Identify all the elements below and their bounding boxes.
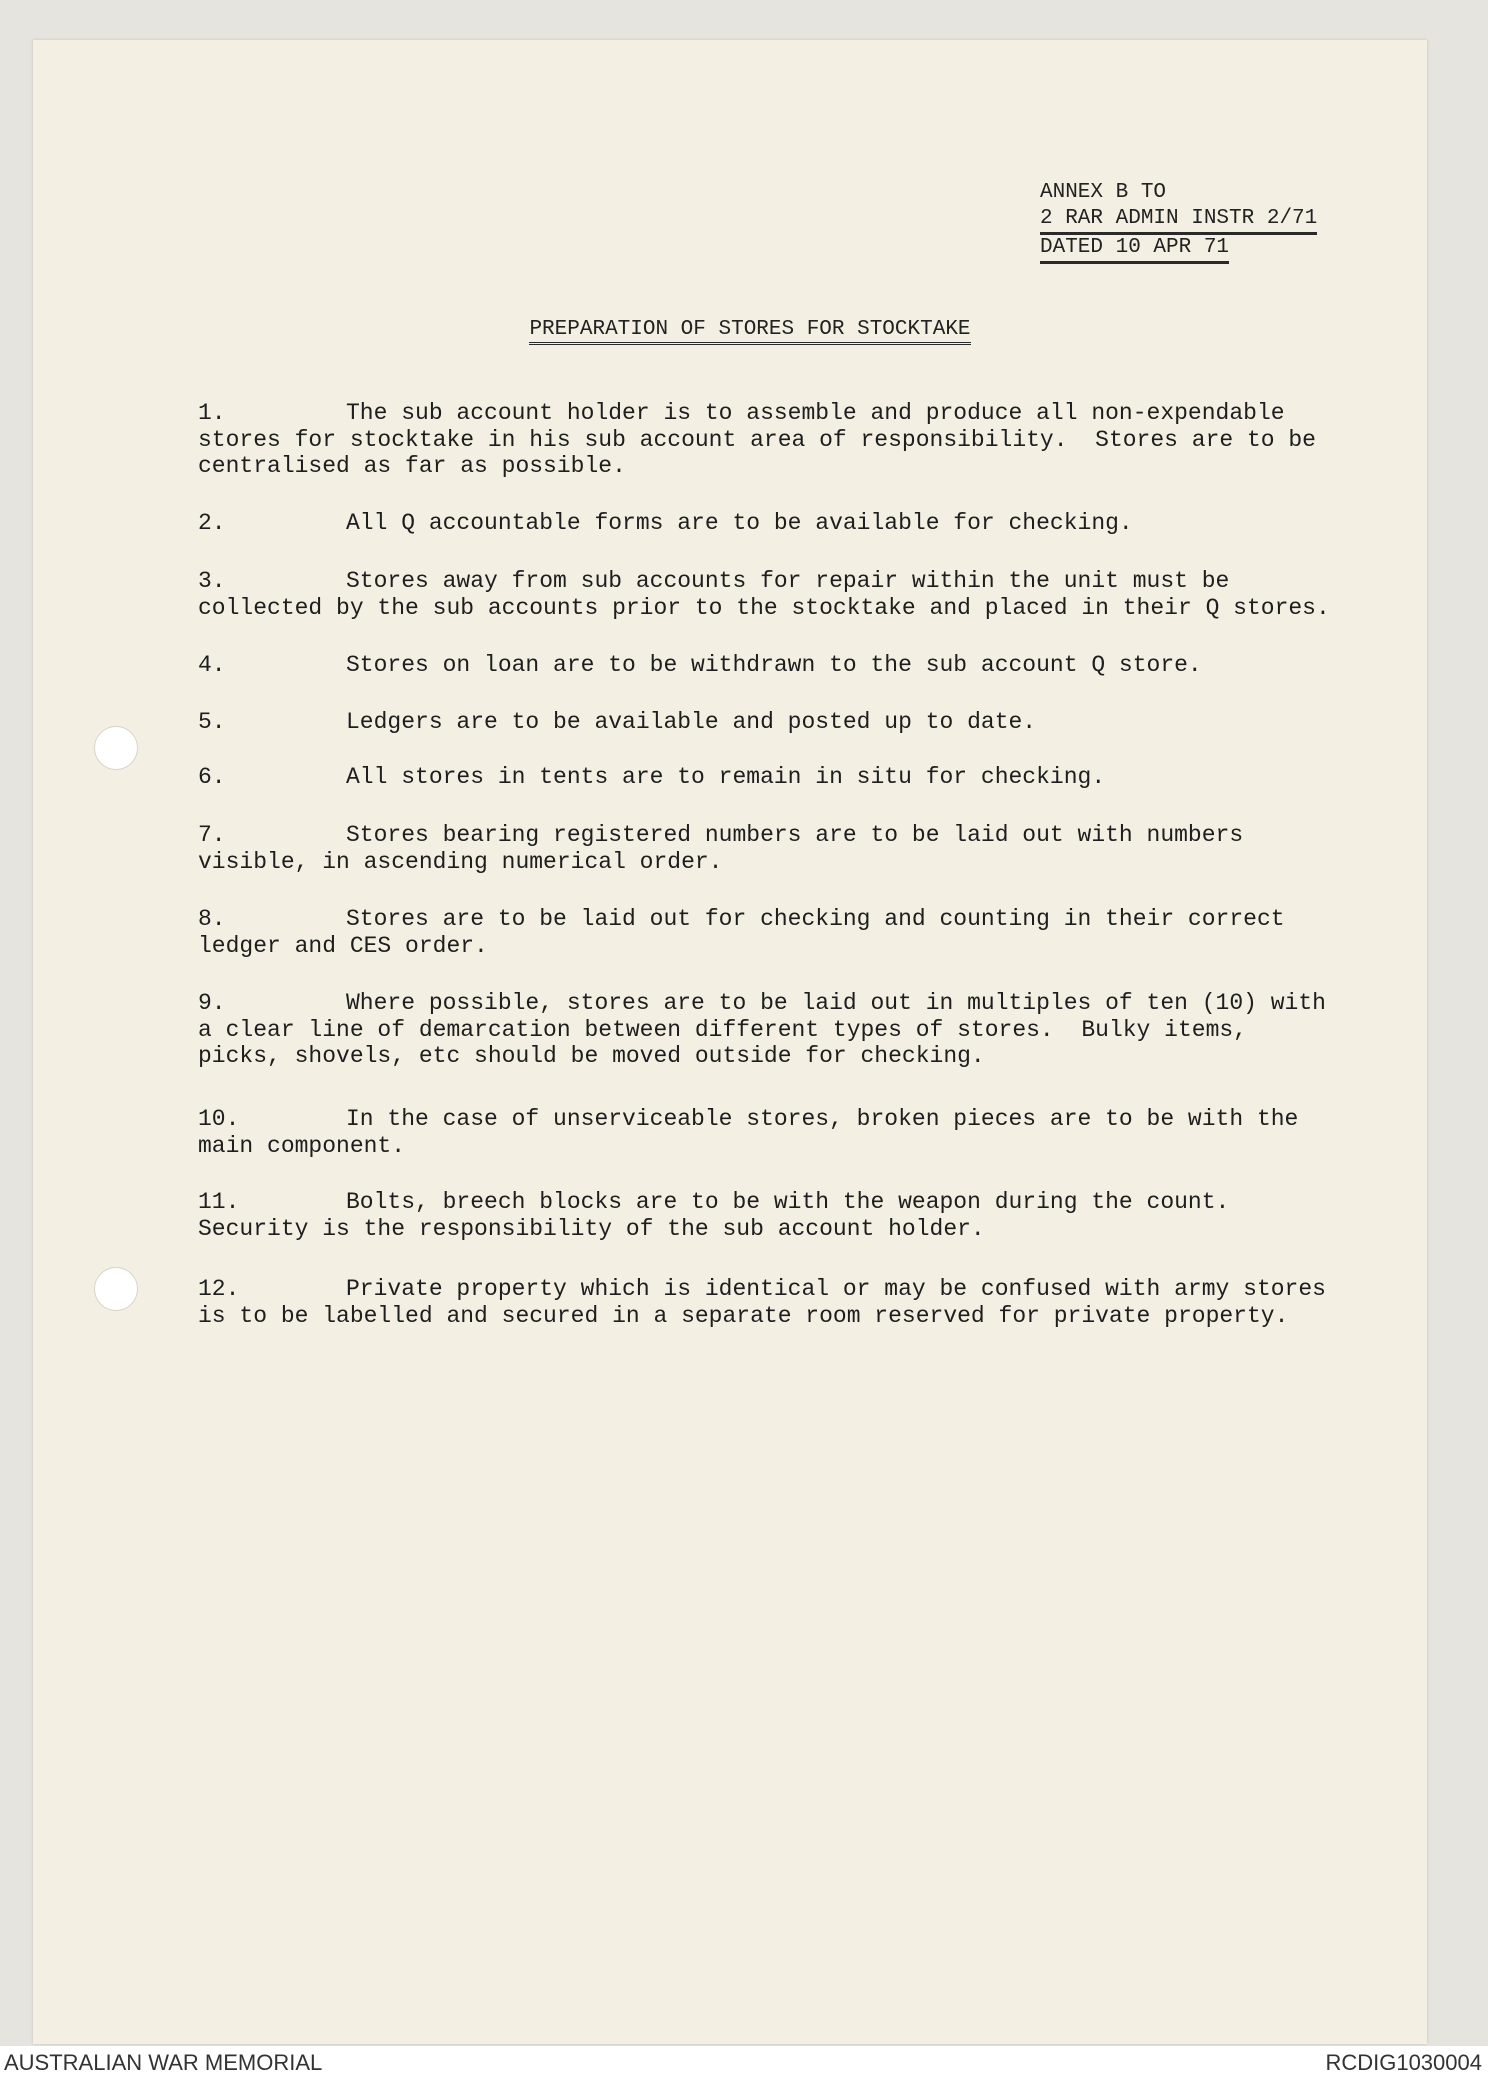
reference-line-2: 2 RAR ADMIN INSTR 2/71 — [1040, 206, 1317, 235]
paragraph — [198, 510, 1338, 537]
paragraph-text: Bolts, breech blocks are to be with the weapon during the count. Security is the responsibility of the sub account holder. — [198, 1189, 1244, 1242]
reference-line-3: DATED 10 APR 71 — [1040, 235, 1229, 264]
paragraph-number: 11. — [198, 1189, 240, 1215]
paragraph-text: The sub account holder is to assemble and produce all non-expendable stores for stocktake in his sub account area of responsibility. Stores are to be centralised as far as possible. — [198, 400, 1330, 479]
paragraph-number: 10. — [198, 1106, 240, 1132]
paragraph-number: 4. — [198, 652, 226, 678]
paragraph-number: 5. — [198, 709, 226, 735]
paragraph — [198, 1106, 1338, 1159]
paragraph-text: Where possible, stores are to be laid out in multiples of ten (10) with a clear line of demarcation between different types of stores. Bulky items, picks, shovels, etc should be moved outside for checking. — [198, 990, 1340, 1069]
paragraph-number: 9. — [198, 990, 226, 1016]
reference-block — [1040, 180, 1317, 264]
document-title: PREPARATION OF STORES FOR STOCKTAKE — [529, 318, 970, 345]
paragraph-number: 1. — [198, 400, 226, 426]
paragraph — [198, 990, 1338, 1070]
paragraph — [198, 400, 1338, 480]
paragraph — [198, 709, 1338, 736]
paragraph-number: 6. — [198, 764, 226, 790]
paragraph-number: 2. — [198, 510, 226, 536]
paragraph-text: Stores bearing registered numbers are to be laid out with numbers visible, in ascending numerical order. — [198, 822, 1257, 875]
footer-source: AUSTRALIAN WAR MEMORIAL — [4, 2050, 323, 2075]
paragraph-number: 12. — [198, 1276, 240, 1302]
punch-hole — [94, 1267, 138, 1311]
paragraph — [198, 906, 1338, 959]
paragraph — [198, 1276, 1338, 1329]
paragraph-text: All stores in tents are to remain in situ for checking. — [346, 764, 1106, 790]
punch-hole — [94, 726, 138, 770]
paragraph-number: 8. — [198, 906, 226, 932]
paragraph-text: Private property which is identical or may be confused with army stores is to be labelled and secured in a separate room reserved for private property. — [198, 1276, 1340, 1329]
paragraph-text: Stores away from sub accounts for repair within the unit must be collected by the sub accounts prior to the stocktake and placed in their Q stores. — [198, 568, 1330, 621]
reference-line-1: ANNEX B TO — [1040, 181, 1167, 204]
paragraph — [198, 1189, 1338, 1242]
paragraph-text: Stores on loan are to be withdrawn to the sub account Q store. — [346, 652, 1202, 678]
paragraph-number: 3. — [198, 568, 226, 594]
paragraph — [198, 568, 1338, 621]
paragraph — [198, 822, 1338, 875]
paragraph-number: 7. — [198, 822, 226, 848]
document-title-wrap — [0, 318, 1488, 341]
paragraph — [198, 764, 1338, 791]
paragraph-text: All Q accountable forms are to be available for checking. — [346, 510, 1133, 536]
paragraph-text: Ledgers are to be available and posted up to date. — [346, 709, 1037, 735]
paragraph-text: In the case of unserviceable stores, broken pieces are to be with the main component. — [198, 1106, 1313, 1159]
paragraph-text: Stores are to be laid out for checking and counting in their correct ledger and CES order. — [198, 906, 1299, 959]
paragraph — [198, 652, 1338, 679]
footer-id: RCDIG1030004 — [1325, 2050, 1482, 2075]
